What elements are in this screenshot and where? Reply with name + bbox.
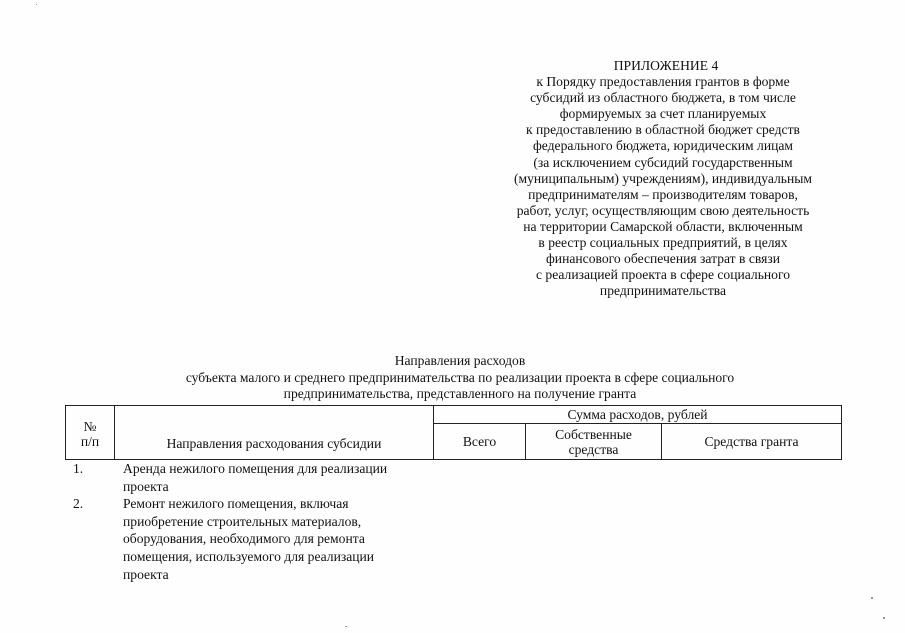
header-own-line2: средства xyxy=(568,441,619,457)
appendix-line: (за исключением субсидий государственным xyxy=(533,154,793,170)
row-text-line: Аренда нежилого помещения для реализации xyxy=(123,461,388,476)
appendix-line: к предоставлению в областной бюджет средств xyxy=(526,122,800,138)
header-own-line1: Собственные xyxy=(555,426,632,442)
appendix-line: с реализацией проекта в сфере социального xyxy=(535,267,791,283)
appendix-block xyxy=(478,58,848,299)
row-text-line: проекта xyxy=(123,478,169,494)
header-total-label: Всего xyxy=(462,434,497,449)
appendix-line: предпринимательства xyxy=(599,283,727,299)
row-number: 2. xyxy=(73,496,84,512)
row-text xyxy=(123,460,423,495)
appendix-line: финансового обеспечения затрат в связи xyxy=(546,251,780,267)
expense-rows xyxy=(65,460,485,583)
row-text-line: оборудования, необходимого для ремонта xyxy=(123,531,365,547)
appendix-heading: ПРИЛОЖЕНИЕ 4 xyxy=(613,58,719,73)
header-direction xyxy=(115,406,434,460)
scan-speck xyxy=(883,617,885,619)
header-grant-funds xyxy=(662,424,842,460)
row-number: 1. xyxy=(73,461,84,476)
row-text-line: приобретение строительных материалов, xyxy=(123,513,362,529)
header-own-funds xyxy=(526,424,662,460)
expenses-table-header xyxy=(65,405,842,460)
appendix-line: федерального бюджета, юридическим лицам xyxy=(532,138,794,154)
appendix-line: к Порядку предоставления грантов в форме xyxy=(536,74,790,90)
header-number-line1: № xyxy=(83,418,97,434)
row-text-line: помещения, используемого для реализации xyxy=(123,548,375,564)
title-line: Направления расходов xyxy=(394,353,526,368)
header-sum xyxy=(434,406,842,424)
header-direction-label: Направления расходования субсидии xyxy=(166,436,382,451)
appendix-line: формируемых за счет планируемых xyxy=(559,106,767,122)
appendix-line: в реестр социальных предприятий, в целях xyxy=(538,235,788,251)
title-line: субъекта малого и среднего предпринимательства по реализации проекта в сфере социального xyxy=(185,369,735,385)
appendix-line: работ, услуг, осуществляющим свою деятельность xyxy=(516,202,810,218)
header-number-line2: п/п xyxy=(80,433,100,449)
row-text-line: Ремонт нежилого помещения, включая xyxy=(123,496,349,512)
title-line: предпринимательства, представленного на получение гранта xyxy=(283,386,637,401)
appendix-line: (муниципальным) учреждениям), индивидуальным xyxy=(513,170,813,186)
appendix-line: субсидий из областного бюджета, в том числе xyxy=(530,90,796,106)
expense-row xyxy=(65,495,485,583)
document-title xyxy=(60,353,860,403)
header-sum-label: Сумма расходов, рублей xyxy=(567,407,708,422)
row-text xyxy=(123,495,423,583)
scan-speck xyxy=(345,626,347,627)
appendix-line: предпринимателям – производителям товаров, xyxy=(528,186,798,202)
appendix-line: на территории Самарской области, включенным xyxy=(523,218,803,234)
scan-speck xyxy=(36,4,37,5)
header-grant-label: Средства гранта xyxy=(704,434,799,449)
header-number xyxy=(66,406,115,460)
scan-speck xyxy=(871,597,873,599)
expense-row xyxy=(65,460,485,495)
header-total xyxy=(434,424,526,460)
row-text-line: проекта xyxy=(123,566,169,582)
